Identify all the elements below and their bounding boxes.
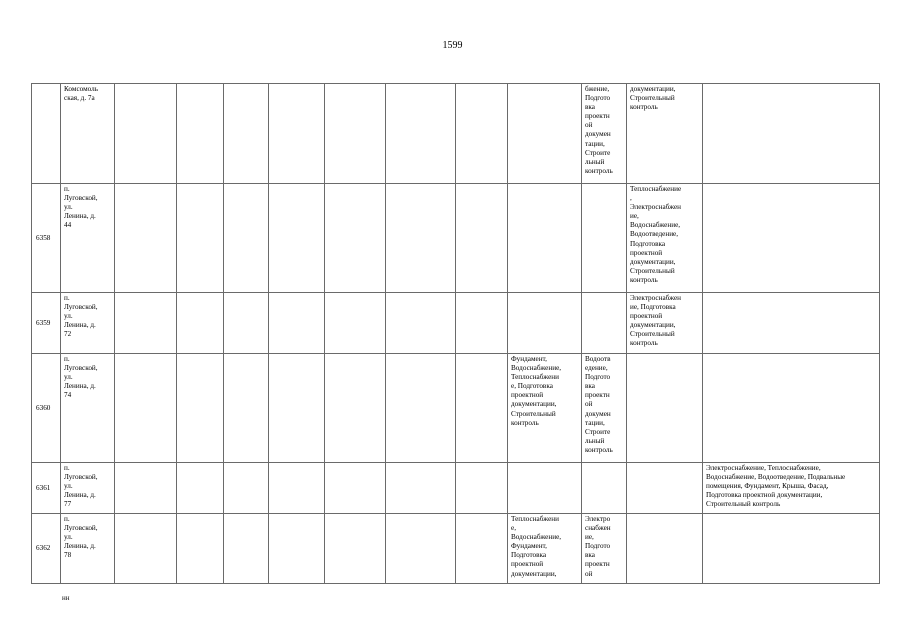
work-cell bbox=[627, 463, 703, 514]
register-table bbox=[31, 83, 880, 584]
work-cell bbox=[508, 84, 582, 184]
row-number bbox=[32, 84, 61, 184]
work-cell bbox=[508, 184, 582, 293]
work-cell bbox=[703, 184, 880, 293]
address-cell: п. Луговской, ул. Ленина, д. 44 bbox=[61, 184, 115, 293]
work-cell bbox=[627, 354, 703, 463]
footer-note: нн bbox=[62, 594, 70, 602]
row-number: 6360 bbox=[32, 354, 61, 463]
work-cell bbox=[703, 354, 880, 463]
address-cell: п. Луговской, ул. Ленина, д. 72 bbox=[61, 293, 115, 354]
table-row bbox=[32, 514, 880, 584]
work-cell: Электроснабжение, Теплоснабжение, Водоснабжение, Водоотведение, Подвальные помещения, Фундамент, Крыша, Фасад, Подготовка проектной документации, Строительный контроль bbox=[703, 463, 880, 514]
work-cell bbox=[703, 84, 880, 184]
work-cell bbox=[582, 463, 627, 514]
work-cell: Водоотв едение, Подгото вка проектн ой докумен тации, Строите льный контроль bbox=[582, 354, 627, 463]
work-cell bbox=[508, 463, 582, 514]
work-cell bbox=[627, 514, 703, 584]
table-row bbox=[32, 184, 880, 293]
table-row bbox=[32, 293, 880, 354]
work-cell: Теплоснабжени е, Водоснабжение, Фундамент, Подготовка проектной документации, bbox=[508, 514, 582, 584]
row-number: 6358 bbox=[32, 184, 61, 293]
table-row bbox=[32, 84, 880, 184]
address-cell: п. Луговской, ул. Ленина, д. 74 bbox=[61, 354, 115, 463]
work-cell bbox=[508, 293, 582, 354]
row-number: 6361 bbox=[32, 463, 61, 514]
table-row bbox=[32, 354, 880, 463]
work-cell: бжение, Подгото вка проектн ой докумен тации, Строите льный контроль bbox=[582, 84, 627, 184]
work-cell bbox=[703, 293, 880, 354]
row-number: 6359 bbox=[32, 293, 61, 354]
row-number: 6362 bbox=[32, 514, 61, 584]
work-cell: Электроснабжен ие, Подготовка проектной документации, Строительный контроль bbox=[627, 293, 703, 354]
work-cell bbox=[582, 184, 627, 293]
table-row bbox=[32, 463, 880, 514]
address-cell: п. Луговской, ул. Ленина, д. 78 bbox=[61, 514, 115, 584]
address-cell: п. Луговской, ул. Ленина, д. 77 bbox=[61, 463, 115, 514]
work-cell bbox=[703, 514, 880, 584]
address-cell: Комсомоль ская, д. 7а bbox=[61, 84, 115, 184]
work-cell: Теплоснабжение , Электроснабжен ие, Водоснабжение, Водоотведение, Подготовка проектной документации, Строительный контроль bbox=[627, 184, 703, 293]
work-cell: Фундамент, Водоснабжение, Теплоснабжени е, Подготовка проектной документации, Строительный контроль bbox=[508, 354, 582, 463]
work-cell: документации, Строительный контроль bbox=[627, 84, 703, 184]
work-cell bbox=[582, 293, 627, 354]
page-number: 1599 bbox=[442, 40, 463, 51]
work-cell: Электро снабжен ие, Подгото вка проектн ой bbox=[582, 514, 627, 584]
